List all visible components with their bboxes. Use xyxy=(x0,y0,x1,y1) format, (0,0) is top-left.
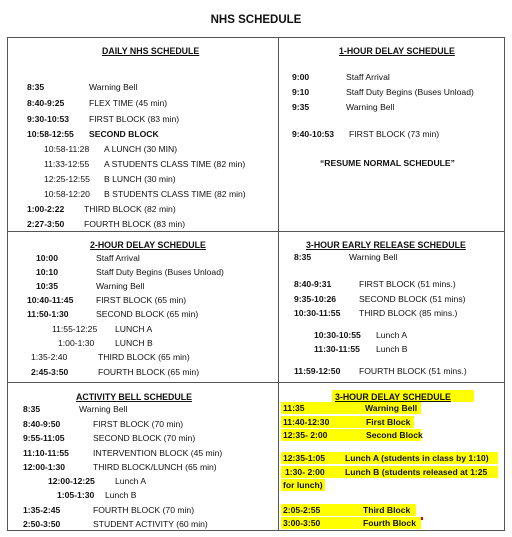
cursor-mark xyxy=(421,517,423,520)
activity-bell-heading: ACTIVITY BELL SCHEDULE xyxy=(76,392,193,402)
early-release-heading: 3-HOUR EARLY RELEASE SCHEDULE xyxy=(306,240,466,250)
grid-divider xyxy=(8,382,504,383)
one-hour-delay-heading: 1-HOUR DELAY SCHEDULE xyxy=(339,46,455,56)
page-title: NHS SCHEDULE xyxy=(210,14,302,26)
resume-normal-note: “RESUME NORMAL SCHEDULE” xyxy=(320,158,455,168)
grid-divider xyxy=(278,38,279,530)
grid-divider xyxy=(8,231,504,232)
daily-schedule-heading: DAILY NHS SCHEDULE xyxy=(102,46,200,56)
three-hour-delay-heading: 3-HOUR DELAY SCHEDULE xyxy=(335,392,451,402)
two-hour-delay-heading: 2-HOUR DELAY SCHEDULE xyxy=(90,240,206,250)
